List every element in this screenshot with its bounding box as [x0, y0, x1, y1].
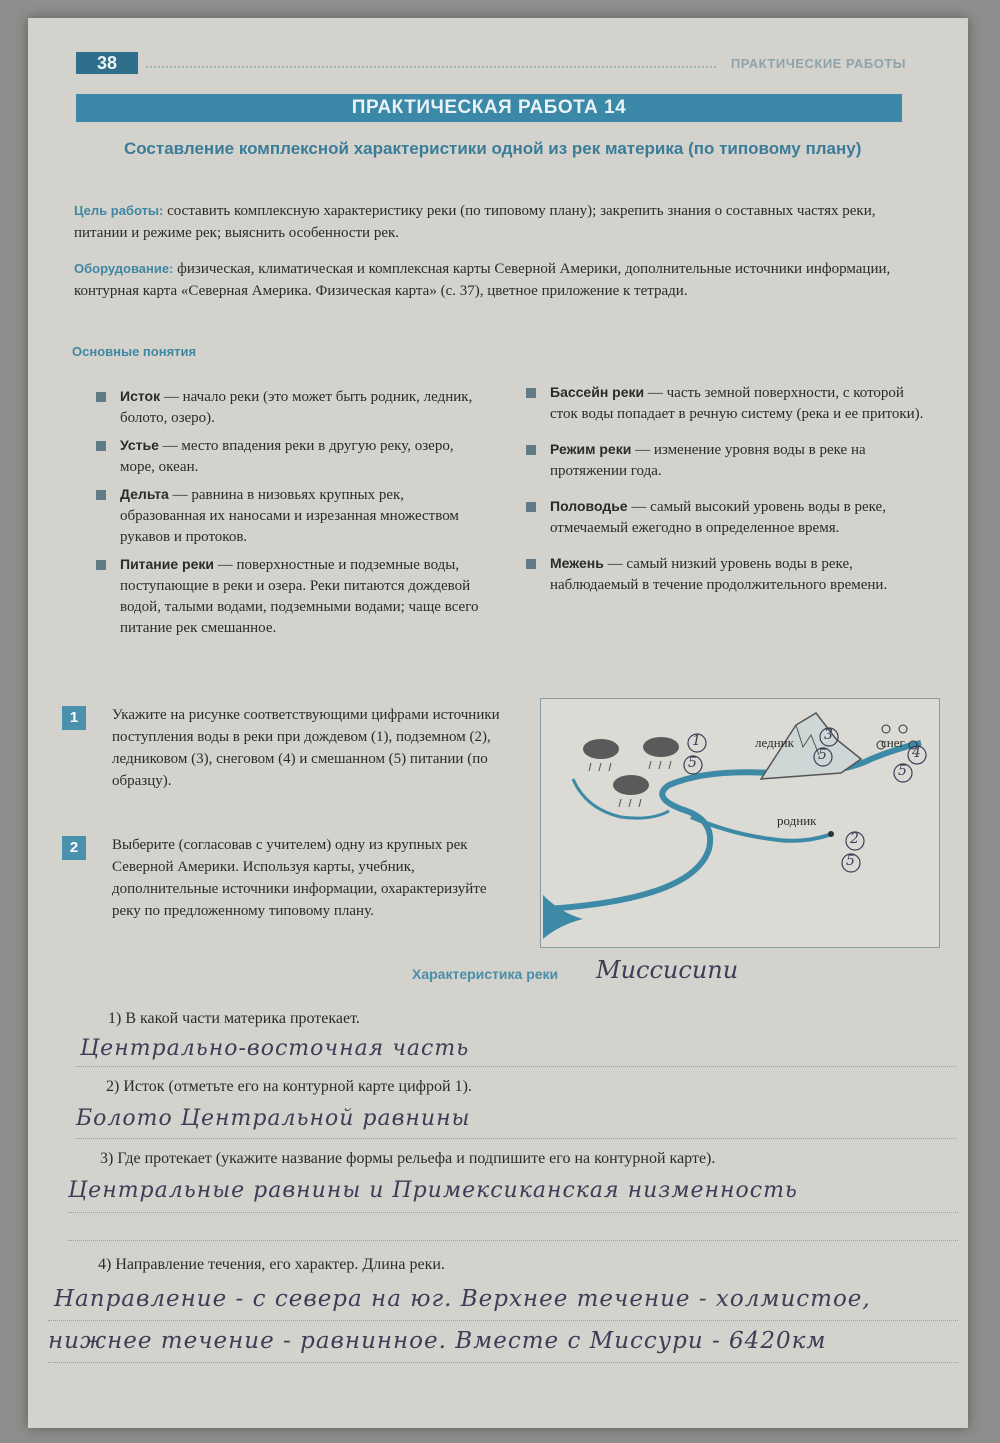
bullet-square	[96, 441, 106, 451]
definition-item	[526, 382, 928, 425]
definition: — самый высокий уровень воды в реке, отмечаемый ежегодно в определенное время.	[550, 499, 886, 536]
label-spring: родник	[777, 813, 817, 828]
definition: — равнина в низовьях крупных рек, образованная их наносами и изрезанная множеством рукавов и протоков.	[120, 487, 459, 545]
answer-3: Центральные равнины и Примексиканская низменность	[68, 1178, 798, 1203]
goal-paragraph	[74, 200, 914, 244]
task-1	[62, 704, 518, 792]
definition-item	[96, 386, 480, 429]
mark-spring-5: 5	[846, 853, 855, 869]
definition: — самый низкий уровень воды в реке, наблюдаемый в течение продолжительного времени.	[550, 556, 888, 593]
term: Половодье	[550, 498, 628, 514]
concepts-left-column	[96, 386, 480, 645]
label-glacier: ледник	[755, 735, 794, 750]
concepts-right-column	[526, 382, 928, 602]
task-text: Выберите (согласовав с учителем) одну из крупных рек Северной Америки. Используя карты, учебник, дополнительные источники информации, охарактеризуйте реку по предложенному типовому плану.	[112, 837, 487, 919]
running-header	[76, 52, 906, 74]
goal-label: Цель работы:	[74, 203, 164, 218]
definition: — изменение уровня воды в реке на протяжении года.	[550, 442, 866, 479]
mark-rain-1: 1	[692, 733, 701, 749]
term: Бассейн реки	[550, 384, 645, 400]
writing-line	[68, 1212, 958, 1213]
bullet-square	[526, 502, 536, 512]
label-snow: снег	[881, 735, 905, 750]
term: Исток	[120, 388, 161, 404]
definition: — часть земной поверхности, с которой сток воды попадает в речную систему (река и ее притоки).	[550, 385, 924, 422]
mark-glacier-5: 5	[818, 747, 827, 763]
mark-spring-2: 2	[850, 831, 859, 847]
work-title-bar: ПРАКТИЧЕСКАЯ РАБОТА 14	[76, 94, 902, 122]
question-2: 2) Исток (отметьте его на контурной карте цифрой 1).	[106, 1078, 472, 1095]
mark-rain-5: 5	[688, 755, 697, 771]
writing-line	[68, 1240, 958, 1241]
definition-item	[96, 554, 480, 639]
definition: — начало реки (это может быть родник, ледник, болото, озеро).	[120, 389, 473, 426]
definition-item	[526, 439, 928, 482]
page-number: 38	[76, 52, 138, 74]
mark-snow-5: 5	[898, 763, 907, 779]
answer-4-line-1: Направление - с севера на юг. Верхнее течение - холмистое,	[54, 1286, 871, 1312]
spring-source	[828, 831, 834, 837]
bullet-square	[96, 392, 106, 402]
bullet-square	[526, 388, 536, 398]
goal-text: составить комплексную характеристику реки (по типовому плану); закрепить знания о составных частях реки, питании и режиме рек; выяснить особенности рек.	[74, 203, 876, 241]
question-3: 3) Где протекает (укажите название формы рельефа и подпишите его на контурной карте).	[100, 1150, 716, 1167]
river-name-handwritten: Миссисипи	[596, 956, 739, 984]
term: Питание реки	[120, 556, 215, 572]
answer-2: Болото Центральной равнины	[76, 1106, 471, 1131]
river-illustration	[541, 699, 939, 947]
bullet-square	[526, 445, 536, 455]
writing-line	[48, 1320, 958, 1321]
term: Режим реки	[550, 441, 632, 457]
bullet-square	[96, 490, 106, 500]
definition: — место впадения реки в другую реку, озеро, море, океан.	[120, 438, 454, 475]
definition-item	[526, 496, 928, 539]
mark-glacier-3: 3	[824, 727, 833, 743]
question-1: 1) В какой части материка протекает.	[108, 1010, 360, 1027]
term: Дельта	[120, 486, 169, 502]
section-name: ПРАКТИЧЕСКИЕ РАБОТЫ	[730, 56, 906, 71]
definition-item	[96, 484, 480, 548]
mark-snow-4: 4	[912, 745, 921, 761]
concepts-heading: Основные понятия	[72, 344, 197, 359]
header-dotted-rule	[146, 66, 716, 68]
definition-item	[526, 553, 928, 596]
workbook-page	[28, 18, 968, 1428]
river-delta	[543, 895, 583, 939]
definition-item	[96, 435, 480, 478]
task-2	[62, 834, 518, 922]
term: Межень	[550, 555, 604, 571]
term: Устье	[120, 437, 159, 453]
answer-1: Центрально-восточная часть	[80, 1036, 470, 1061]
main-river	[547, 743, 921, 909]
bullet-square	[96, 560, 106, 570]
work-subtitle: Составление комплексной характеристики одной из рек материка (по типовому плану)	[124, 139, 862, 158]
answer-4-line-2: нижнее течение - равнинное. Вместе с Миссури - 6420км	[48, 1328, 827, 1354]
task-number: 2	[62, 836, 86, 860]
definition: — поверхностные и подземные воды, поступающие в реки и озера. Реки питаются дождевой водой, талыми водами, подземными водами; чаще всего питание рек смешанное.	[120, 557, 479, 636]
question-4: 4) Направление течения, его характер. Длина реки.	[98, 1256, 445, 1273]
bullet-square	[526, 559, 536, 569]
equipment-paragraph	[74, 258, 914, 302]
equipment-text: физическая, климатическая и комплексная карты Северной Америки, дополнительные источники информации, контурная карта «Северная Америка. Физическая карта» (с. 37), цветное приложение к тетради.	[74, 261, 891, 299]
river-sources-figure	[540, 698, 940, 948]
task-number: 1	[62, 706, 86, 730]
writing-line	[76, 1138, 956, 1139]
writing-line	[48, 1362, 958, 1363]
writing-line	[76, 1066, 956, 1067]
equipment-label: Оборудование:	[74, 261, 174, 276]
characteristic-heading: Характеристика реки	[412, 966, 559, 982]
task-text: Укажите на рисунке соответствующими цифрами источники поступления воды в реки при дождевом (1), подземном (2), ледниковом (3), снеговом (4) и смешанном (5) питании (по образцу).	[112, 707, 500, 789]
